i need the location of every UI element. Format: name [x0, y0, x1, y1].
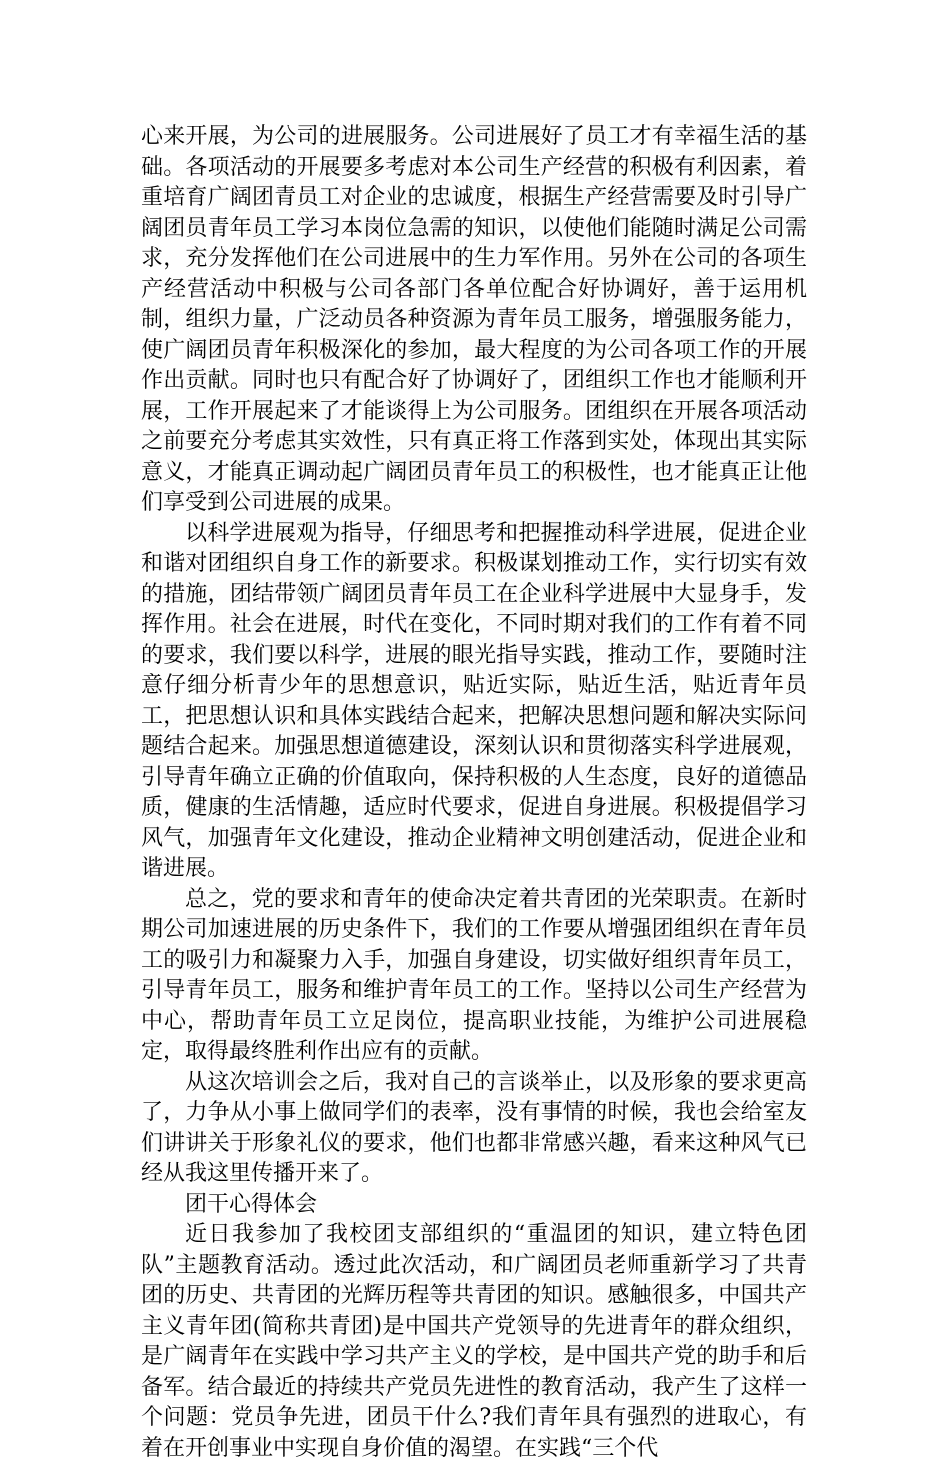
section-heading: 团干心得体会	[185, 1191, 318, 1217]
paragraph-scientific-development: 以科学进展观为指导，仔细思考和把握推动科学进展，促进企业和谐对团组织自身工作的新要求。积极谋划推动工作，实行切实有效的措施，团结带领广阔团员青年员工在企业科学进展中大显身手，发挥作用。社会在进展，时代在变化，不同时期对我们的工作有着不同的要求，我们要以科学，进展的眼光指导实践，推动工作，要随时注意仔细分析青少年的思想意识，贴近实际，贴近生活，贴近青年员工，把思想认识和具体实践结合起来，把解决思想问题和解决实际问题结合起来。加强思想道德建设，深刻认识和贯彻落实科学进展观，引导青年确立正确的价值取向，保持积极的人生态度，良好的道德品质，健康的生活情趣，适应时代要求，促进自身进展。积极提倡学习风气，加强青年文化建设，推动企业精神文明创建活动，促进企业和谐进展。	[141, 520, 807, 881]
paragraph-conclusion: 总之，党的要求和青年的使命决定着共青团的光荣职责。在新时期公司加速进展的历史条件下，我们的工作要从增强团组织在青年员工的吸引力和凝聚力入手，加强自身建设，切实做好组织青年员工，引导青年员工，服务和维护青年员工的工作。坚持以公司生产经营为中心，帮助青年员工立足岗位，提高职业技能，为维护公司进展稳定，取得最终胜利作出应有的贡献。	[141, 886, 807, 1064]
document-page	[141, 122, 807, 1464]
paragraph-activity-reflection: 近日我参加了我校团支部组织的“重温团的知识，建立特色团队”主题教育活动。透过此次活动，和广阔团员老师重新学习了共青团的历史、共青团的光辉历程等共青团的知识。感触很多，中国共产主义青年团(简称共青团)是中国共产党领导的先进青年的群众组织，是广阔青年在实践中学习共产主义的学校，是中国共产党的助手和后备军。结合最近的持续共产党员先进性的教育活动，我产生了这样一个问题：党员争先进，团员干什么?我们青年具有强烈的进取心，有着在开创事业中实现自身价值的渴望。在实践“三个代	[141, 1222, 807, 1461]
paragraph-continuation: 心来开展，为公司的进展服务。公司进展好了员工才有幸福生活的基础。各项活动的开展要多考虑对本公司生产经营的积极有利因素，着重培育广阔团青员工对企业的忠诚度，根据生产经营需要及时引导广阔团员青年员工学习本岗位急需的知识，以使他们能随时满足公司需求，充分发挥他们在公司进展中的生力军作用。另外在公司的各项生产经营活动中积极与公司各部门各单位配合好协调好，善于运用机制，组织力量，广泛动员各种资源为青年员工服务，增强服务能力，使广阔团员青年积极深化的参加，最大程度的为公司各项工作的开展作出贡献。同时也只有配合好了协调好了，团组织工作也才能顺利开展，工作开展起来了才能谈得上为公司服务。团组织在开展各项活动之前要充分考虑其实效性，只有真正将工作落到实处，体现出其实际意义，才能真正调动起广阔团员青年员工的积极性，也才能真正让他们享受到公司进展的成果。	[141, 124, 807, 515]
paragraph-training-reflection: 从这次培训会之后，我对自己的言谈举止，以及形象的要求更高了，力争从小事上做同学们的表率，没有事情的时候，我也会给室友们讲讲关于形象礼仪的要求，他们也都非常感兴趣，看来这种风气已经从我这里传播开来了。	[141, 1069, 807, 1186]
